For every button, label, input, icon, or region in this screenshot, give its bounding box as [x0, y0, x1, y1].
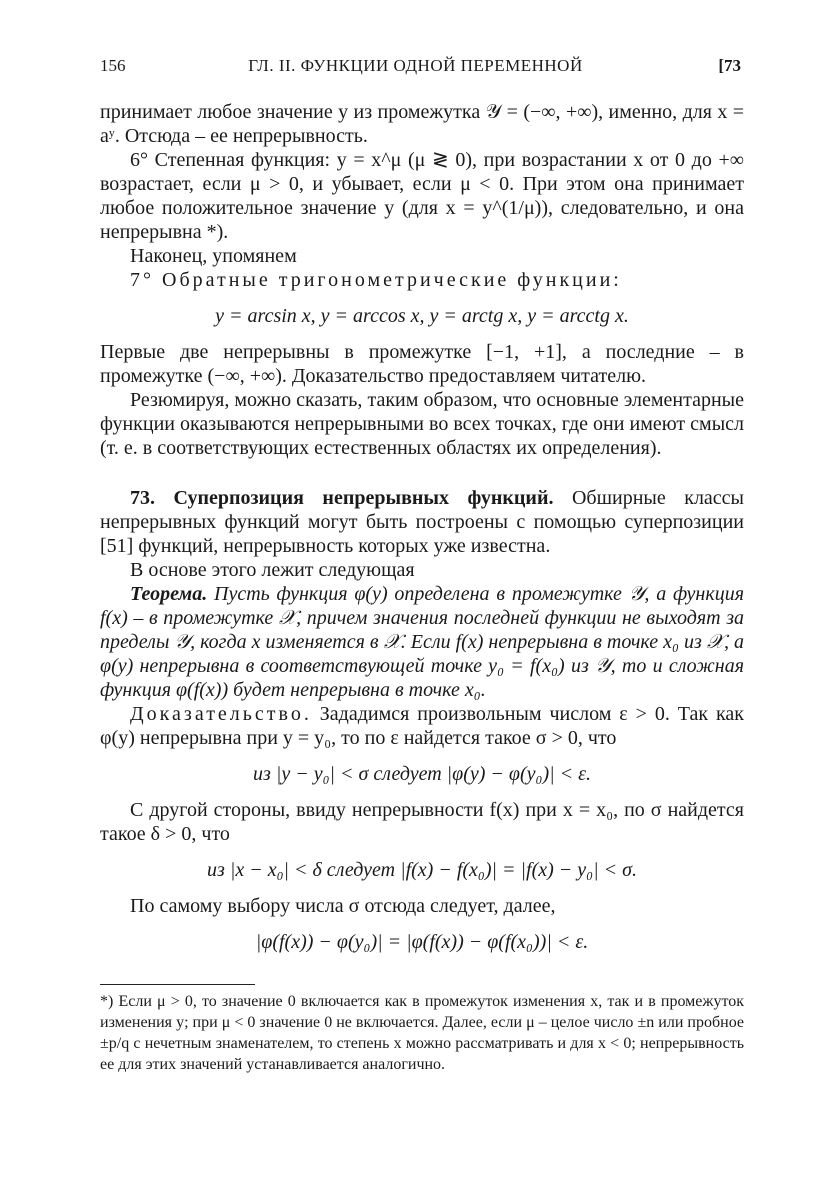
proof-label: Доказательство. — [130, 703, 312, 725]
theorem — [100, 582, 744, 702]
paragraph: Первые две непрерывны в промежутке [−1, +1], а последние – в промежутке (−∞, +∞). Доказательство предоставляем читателю. — [100, 341, 744, 387]
proof-text: Зададимся произвольным числом ε > 0. Так как φ(y) непрерывна при y = y₀, то по ε найдется такое σ > 0, что — [100, 703, 745, 749]
section-heading: 73. Суперпозиция непрерывных функций. — [130, 487, 554, 509]
section-marker: [73 — [718, 56, 741, 75]
paragraph: 6° Степенная функция: y = x^μ (μ ≷ 0), при возрастании x от 0 до +∞ возрастает, если μ > 0, и убывает, если μ < 0. При этом она принимает любое положительное значение y (для x = y^(1/μ)), следовательно, и она непрерывна *). — [100, 149, 744, 243]
footnote: *) Если μ > 0, то значение 0 включается как в промежуток изменения x, так и в промежуток изменения y; при μ < 0 значение 0 не включается. Далее, если μ – целое число ±n или пробное ±p/q с нечетным знаменателем, то степень x можно рассматривать и для x < 0; непрерывность ее для этих значений устанавливается аналогично. — [100, 993, 744, 1073]
equation: |φ(f(x)) − φ(y₀)| = |φ(f(x)) − φ(f(x₀))| < ε. — [255, 931, 589, 953]
paragraph: Наконец, упомянем — [130, 245, 297, 267]
paragraph: 7° Обратные тригонометрические функции: — [130, 269, 622, 291]
equation: из |x − x₀| < δ следует |f(x) − f(x₀)| = |f(x) − y₀| < σ. — [207, 859, 637, 881]
equation: y = arcsin x, y = arccos x, y = arctg x, y = arcctg x. — [215, 305, 629, 327]
proof — [100, 702, 744, 750]
paragraph: С другой стороны, ввиду непрерывности f(x) при x = x₀, по σ найдется такое δ > 0, что — [100, 799, 744, 845]
section-text: Обширные классы непрерывных функций могут быть построены с помощью суперпозиции [51] функций, непрерывность которых уже известна. — [100, 487, 744, 557]
paragraph: Резюмируя, можно сказать, таким образом, что основные элементарные функции оказываются непрерывными во всех точках, где они имеют смысл (т. е. в соответствующих естественных областях их определения). — [100, 389, 744, 459]
chapter-title: ГЛ. II. ФУНКЦИИ ОДНОЙ ПЕРЕМЕННОЙ — [248, 56, 583, 75]
footnote-rule — [100, 984, 255, 985]
section-paragraph — [100, 486, 744, 558]
paragraph: По самому выбору числа σ отсюда следует, далее, — [130, 895, 556, 917]
theorem-text: Пусть функция φ(y) определена в промежутке 𝒴, а функция f(x) – в промежутке 𝒳, причем значения последней функции не выходят за пределы 𝒴, когда x изменяется в 𝒳. Если f(x) непрерывна в точке x₀ из 𝒳, а φ(y) непрерывна в соответствующей точке y₀ = f(x₀) из 𝒴, то и сложная функция φ(f(x)) будет непрерывна в точке x₀. — [100, 583, 745, 701]
page-number: 156 — [100, 56, 126, 75]
paragraph: принимает любое значение y из промежутка 𝒴 = (−∞, +∞), именно, для x = aʸ. Отсюда – ее непрерывность. — [100, 101, 744, 147]
page-body — [100, 100, 744, 1075]
theorem-label: Теорема. — [130, 583, 208, 605]
paragraph: В основе этого лежит следующая — [130, 559, 415, 581]
equation: из |y − y₀| < σ следует |φ(y) − φ(y₀)| < ε. — [253, 763, 591, 785]
